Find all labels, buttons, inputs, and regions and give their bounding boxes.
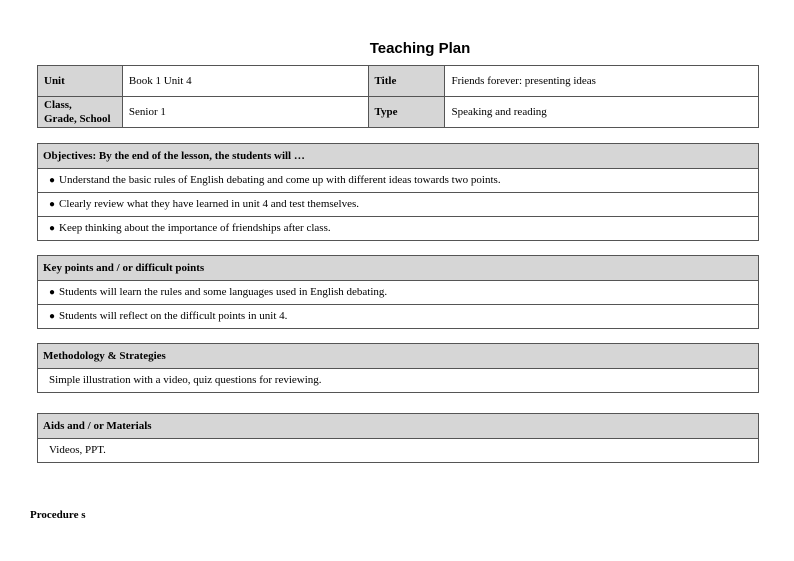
objective-text: Clearly review what they have learned in unit 4 and test themselves. [59,198,360,210]
class-label-line2: Grade, School [44,113,111,125]
unit-label: Unit [38,66,123,97]
class-label [38,97,123,128]
class-label-line1: Class, [44,99,72,111]
objectives-section [37,143,759,241]
type-value: Speaking and reading [445,97,759,128]
objective-item [38,169,758,193]
bullet-icon: ● [49,199,56,210]
info-row-class [38,97,759,128]
key-point-text: Students will learn the rules and some languages used in English debating. [59,286,388,298]
key-points-section [37,255,759,329]
procedures-label: Procedure s [30,509,86,521]
title-label: Title [368,66,445,97]
objective-text: Keep thinking about the importance of friendships after class. [59,222,331,234]
title-value: Friends forever: presenting ideas [445,66,759,97]
objective-item [38,193,758,217]
key-point-item [38,305,758,328]
info-row-unit [38,66,759,97]
class-value: Senior 1 [122,97,368,128]
aids-heading: Aids and / or Materials [38,414,758,439]
objective-text: Understand the basic rules of English debating and come up with different ideas towards two points. [59,174,501,186]
key-point-text: Students will reflect on the difficult points in unit 4. [59,310,288,322]
methodology-text: Simple illustration with a video, quiz questions for reviewing. [49,374,322,386]
methodology-heading: Methodology & Strategies [38,344,758,369]
type-label: Type [368,97,445,128]
bullet-icon: ● [49,175,56,186]
aids-section [37,413,759,463]
objective-item [38,217,758,240]
bullet-icon: ● [49,287,56,298]
page-title: Teaching Plan [369,40,471,57]
bullet-icon: ● [49,311,56,322]
key-point-item [38,281,758,305]
bullet-icon: ● [49,223,56,234]
key-points-heading: Key points and / or difficult points [38,256,758,281]
methodology-section [37,343,759,393]
aids-text: Videos, PPT. [49,444,106,456]
objectives-heading: Objectives: By the end of the lesson, the students will … [38,144,758,169]
unit-value: Book 1 Unit 4 [122,66,368,97]
lesson-info-table [37,65,759,128]
